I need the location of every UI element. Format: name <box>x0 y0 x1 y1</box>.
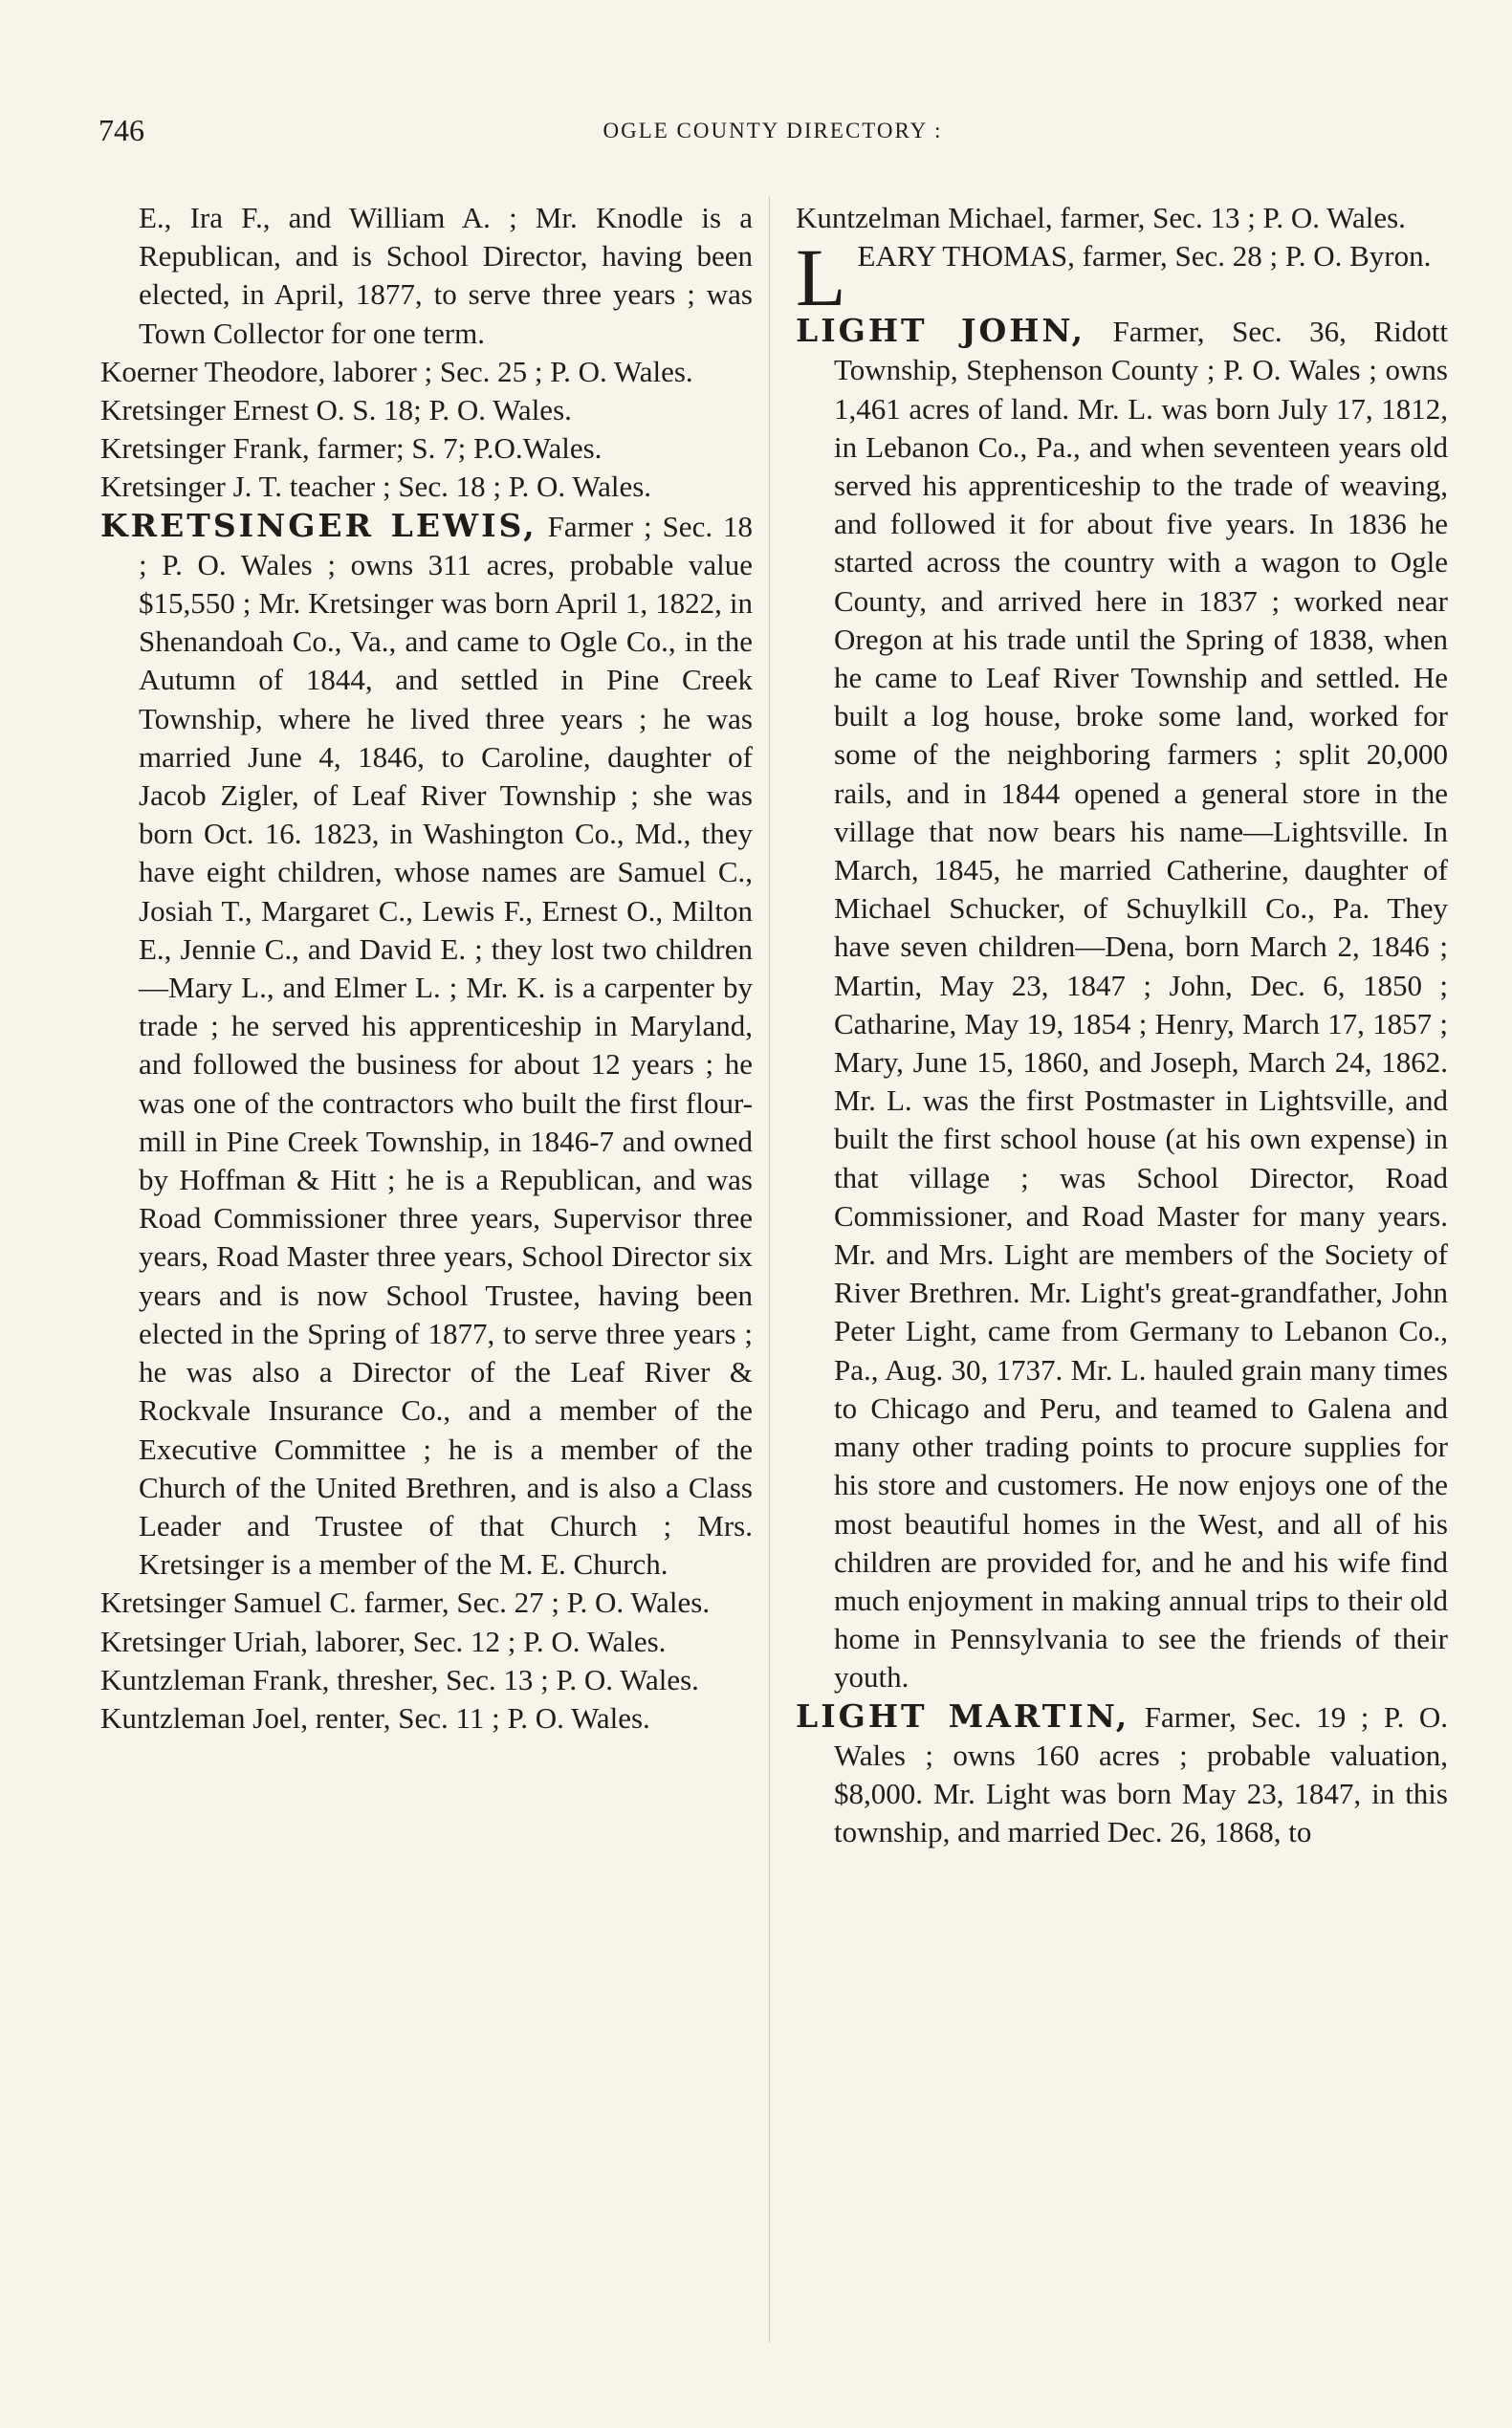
biography-body: Farmer, Sec. 19 ; P. O. Wales ; owns 160 acres ; probable valuation, $8,000. Mr. Light was born May 23, 1847, in this township, and married Dec. 26, 1868, to <box>834 1699 1449 1849</box>
running-title: OGLE COUNTY DIRECTORY : <box>603 119 943 142</box>
column-rule <box>769 196 770 2343</box>
right-column <box>796 199 1448 1851</box>
biography-entry <box>796 312 1448 1696</box>
biography-body: Farmer ; Sec. 18 ; P. O. Wales ; owns 311 acres, probable value $15,550 ; Mr. Kretsinger was born April 1, 1822, in Shenandoah Co., Va., and came to Ogle Co., in the Autumn of 1844, and settled in Pine Creek Township, where he lived three years ; he was married June 4, 1846, to Caroline, daughter of Jacob Zigler, of Leaf River Township ; she was born Oct. 16. 1823, in Washington Co., Md., they have eight children, whose names are Samuel C., Josiah T., Margaret C., Lewis F., Ernest O., Milton E., Jennie C., and David E. ; they lost two children—Mary L., and Elmer L. ; Mr. K. is a carpenter by trade ; he served his apprenticeship in Maryland, and followed the business for about 12 years ; he was one of the contractors who built the first flour-mill in Pine Creek Township, in 1846-7 and owned by Hoffman & Hitt ; he is a Republican, and was Road Commissioner three years, Supervisor three years, Road Master three years, School Director six years and is now School Trustee, having been elected in the Spring of 1877, to serve three years ; he was also a Director of the Leaf River & Rockvale Insurance Co., and a member of the Executive Committee ; he is a member of the Church of the United Brethren, and is also a Class Leader and Trustee of that Church ; Mrs. Kretsinger is a member of the M. E. Church. <box>139 509 753 1582</box>
directory-entry: Kretsinger Ernest O. S. 18; P. O. Wales. <box>100 393 572 427</box>
biography-entry <box>796 1697 1448 1852</box>
left-column <box>100 199 753 1738</box>
page-header <box>99 113 1447 161</box>
directory-entry: Kretsinger Samuel C. farmer, Sec. 27 ; P. O. Wales. <box>100 1586 711 1620</box>
drop-cap: L <box>796 231 846 324</box>
directory-entry: Kretsinger Frank, farmer; S. 7; P.O.Wales. <box>100 431 603 466</box>
dropcap-entry <box>796 231 1448 324</box>
biography-heading: LIGHT JOHN, <box>796 312 1085 350</box>
biography-body: Farmer, Sec. 36, Ridott Township, Stephenson County ; P. O. Wales ; owns 1,461 acres of land. Mr. L. was born July 17, 1812, in Lebanon Co., Pa., and when seventeen years old served his apprenticeship to the trade of weaving, and followed it for about five years. In 1836 he started across the country with a wagon to Ogle County, and arrived here in 1837 ; worked near Oregon at his trade until the Spring of 1838, when he came to Leaf River Township and settled. He built a log house, broke some land, worked for some of the neighboring farmers ; split 20,000 rails, and in 1844 opened a general store in the village that now bears his name—Lightsville. In March, 1845, he married Catherine, daughter of Michael Schucker, of Schuylkill Co., Pa. They have seven children—Dena, born March 2, 1846 ; Martin, May 23, 1847 ; John, Dec. 6, 1850 ; Catharine, May 19, 1854 ; Henry, March 17, 1857 ; Mary, June 15, 1860, and Joseph, March 24, 1862. Mr. L. was the first Postmaster in Lightsville, and built the first school house (at his own expense) in that village ; was School Director, Road Commissioner, and Road Master for many years. Mr. and Mrs. Light are members of the Society of River Brethren. Mr. Light's great-grandfather, John Peter Light, came from Germany to Lebanon Co., Pa., Aug. 30, 1737. Mr. L. hauled grain many times to Chicago and Peru, and teamed to Galena and many other trading points to procure supplies for his store and customers. He now enjoys one of the most beautiful homes in the West, and all of his children are provided for, and he and his wife find much enjoyment in making annual trips to their old home in Pennsylvania to see the friends of their youth. <box>834 315 1448 1695</box>
biography-heading: LIGHT MARTIN, <box>796 1696 1130 1735</box>
directory-entry: Kuntzelman Michael, farmer, Sec. 13 ; P. O. Wales. <box>796 201 1406 234</box>
directory-entry: Kuntzleman Joel, renter, Sec. 11 ; P. O. Wales. <box>100 1700 650 1735</box>
directory-entry: Kuntzleman Frank, thresher, Sec. 13 ; P. O. Wales. <box>100 1662 699 1696</box>
directory-entry: Koerner Theodore, laborer ; Sec. 25 ; P. O. Wales. <box>100 354 693 388</box>
directory-entry: Kretsinger J. T. teacher ; Sec. 18 ; P. O. Wales. <box>100 470 652 504</box>
biography-heading: KRETSINGER LEWIS, <box>100 506 537 544</box>
biography-entry <box>100 507 753 1585</box>
dropcap-entry-text: EARY THOMAS, farmer, Sec. 28 ; P. O. Byron. <box>857 239 1432 273</box>
directory-entry: Kretsinger Uriah, laborer, Sec. 12 ; P. O. Wales. <box>100 1624 667 1658</box>
page-number: 746 <box>99 113 144 147</box>
continuation-text: E., Ira F., and William A. ; Mr. Knodle is a Republican, and is School Director, having been elected, in April, 1877, to serve three years ; was Town Collector for one term. <box>139 201 753 350</box>
